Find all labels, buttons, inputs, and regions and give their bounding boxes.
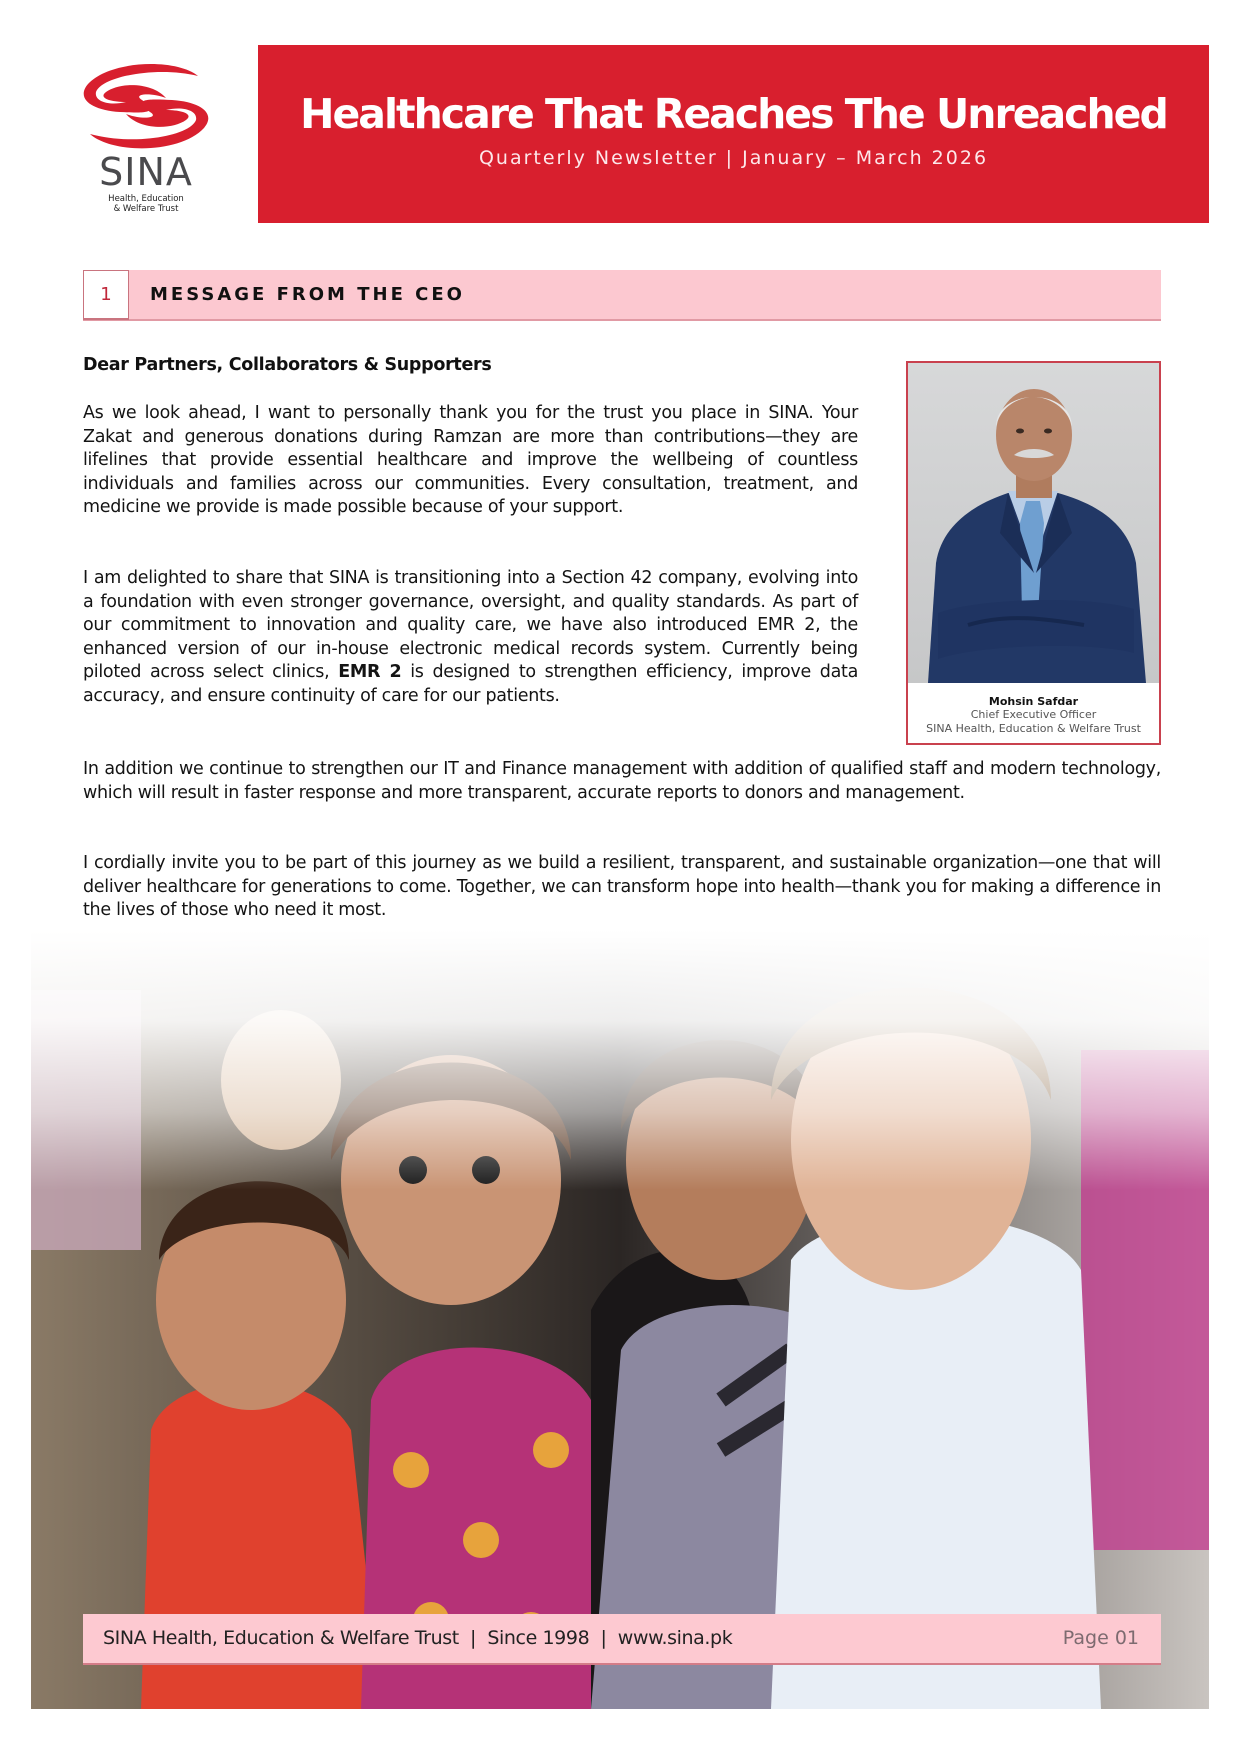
letter-paragraph-3: In addition we continue to strengthen our IT and Finance management with addition of qualified staff and modern technology, which will result in faster response and more transparent, accurate reports to donors and management.: [83, 759, 1161, 803]
section-title: MESSAGE FROM THE CEO: [150, 284, 465, 305]
header-banner: [258, 45, 1209, 223]
letter-paragraph-4: I cordially invite you to be part of this journey as we build a resilient, transparent, and sustainable organization—one that will deliver healthcare for generations to come. Together, we can transform hope into health—thank you for making a difference in the lives of those who need it most.: [83, 853, 1161, 921]
letter-paragraph-2: [83, 567, 858, 709]
children-photo: [31, 930, 1209, 1709]
paragraph-2-text-b: is designed to strengthen efficiency, improve data accuracy, and ensure continuity of care for our patients.: [83, 662, 858, 706]
section-number: 1: [83, 270, 129, 320]
newsletter-title: Healthcare That Reaches The Unreached: [300, 90, 1167, 138]
section-header: [83, 270, 1161, 321]
ceo-portrait-image: [908, 363, 1159, 683]
ceo-name: Mohsin Safdar: [988, 695, 1079, 708]
photo-top-fade: [31, 930, 1209, 1190]
sina-swoosh-icon: [80, 62, 212, 152]
page-number: Page 01: [1062, 1627, 1139, 1649]
logo-tagline-line1: Health, Education: [108, 194, 184, 204]
emr2-highlight: EMR 2: [338, 662, 402, 683]
ceo-role: Chief Executive Officer: [970, 708, 1097, 721]
sina-logo: [80, 62, 212, 212]
ceo-profile-card: [906, 361, 1161, 745]
letter-salutation: Dear Partners, Collaborators & Supporters: [83, 355, 492, 375]
letter-paragraph-1: As we look ahead, I want to personally thank you for the trust you place in SINA. Your Zakat and generous donations during Ramzan are more than contributions—they are lifelines that provide essential healthcare and improve the wellbeing of countless individuals and families across our communities. Every consultation, treatment, and medicine we provide is made possible because of your support.: [83, 403, 858, 518]
logo-wordmark: SINA: [99, 150, 193, 194]
ceo-portrait: [908, 363, 1159, 683]
logo-tagline-line2: & Welfare Trust: [113, 204, 179, 214]
page-footer: [83, 1614, 1161, 1665]
ceo-caption: [908, 683, 1159, 743]
footer-organization-info: SINA Health, Education & Welfare Trust | Since 1998 | www.sina.pk: [103, 1627, 733, 1649]
newsletter-subtitle: Quarterly Newsletter | January – March 2026: [478, 147, 989, 169]
paragraph-2-text-a: I am delighted to share that SINA is transitioning into a Section 42 company, evolving into a foundation with even stronger governance, oversight, and quality standards. As part of our commitment to innovation and quality care, we have also introduced EMR 2, the enhanced version of our in-house electronic medical records system. Currently being piloted across select clinics,: [83, 568, 858, 683]
ceo-organization: SINA Health, Education & Welfare Trust: [926, 722, 1141, 735]
